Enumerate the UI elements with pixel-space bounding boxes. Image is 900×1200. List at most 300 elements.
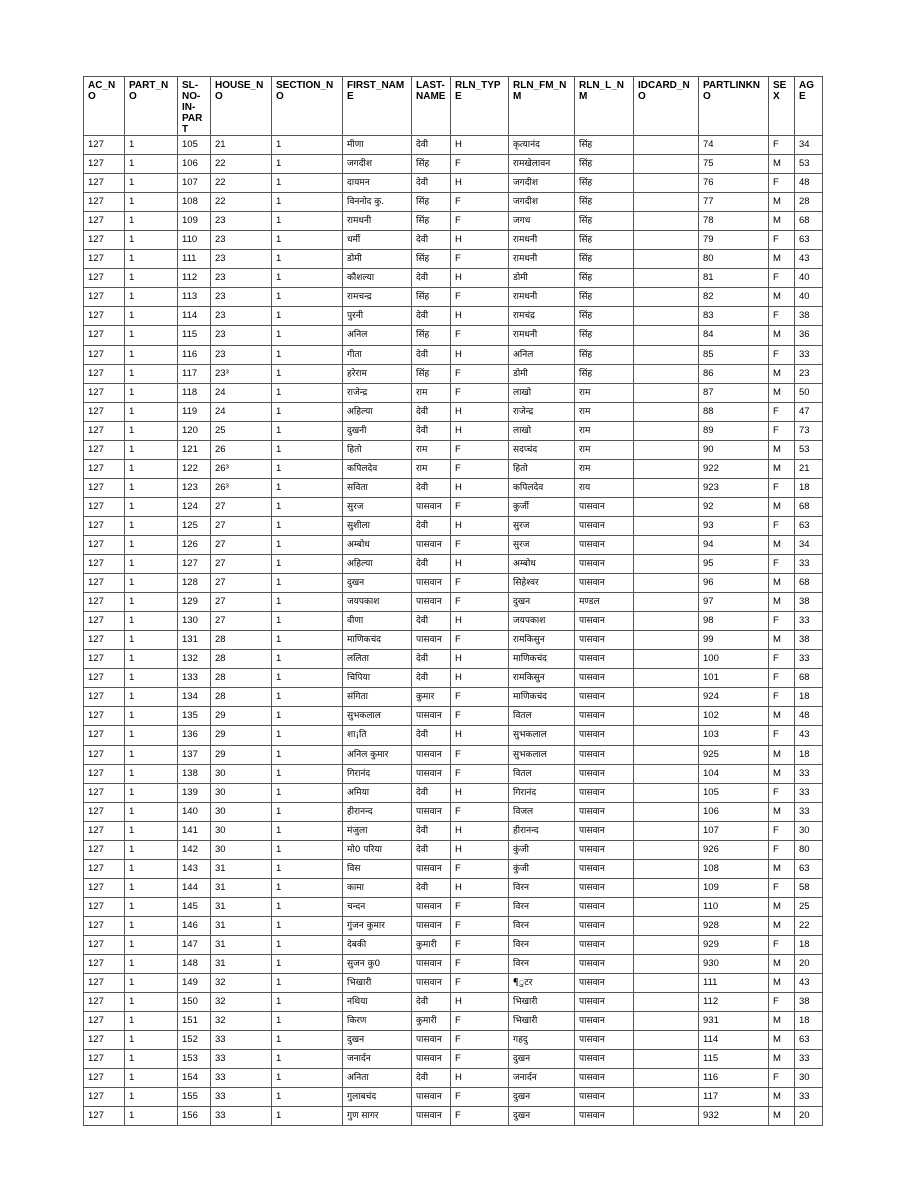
cell-ac-no: 127 [84, 212, 125, 231]
cell-part-no: 1 [125, 288, 178, 307]
cell-age: 68 [795, 669, 823, 688]
cell-rln-l-nm: सिंह [575, 155, 634, 174]
cell-rln-fm-nm: भिखारी [509, 993, 575, 1012]
cell-rln-type: F [451, 802, 509, 821]
table-row [84, 1088, 823, 1107]
cell-ac-no: 127 [84, 1050, 125, 1069]
cell-last-name: पासवान [412, 497, 451, 516]
cell-part-no: 1 [125, 935, 178, 954]
cell-last-name: देवी [412, 821, 451, 840]
cell-part-no: 1 [125, 745, 178, 764]
cell-partlinkno: 110 [699, 897, 769, 916]
cell-age: 33 [795, 1050, 823, 1069]
cell-idcard-no [634, 707, 699, 726]
cell-sl-no-in-part: 113 [178, 288, 211, 307]
cell-idcard-no [634, 669, 699, 688]
cell-sex: M [769, 593, 795, 612]
cell-house-no: 27 [211, 535, 272, 554]
cell-age: 33 [795, 650, 823, 669]
cell-first-name: हीरानन्द [343, 802, 412, 821]
cell-partlinkno: 930 [699, 955, 769, 974]
cell-sl-no-in-part: 135 [178, 707, 211, 726]
cell-part-no: 1 [125, 1069, 178, 1088]
cell-rln-l-nm: सिंह [575, 307, 634, 326]
cell-ac-no: 127 [84, 326, 125, 345]
cell-rln-type: F [451, 955, 509, 974]
cell-last-name: देवी [412, 1069, 451, 1088]
table-row [84, 231, 823, 250]
cell-sl-no-in-part: 111 [178, 250, 211, 269]
cell-section-no: 1 [272, 745, 343, 764]
cell-age: 40 [795, 269, 823, 288]
cell-sex: F [769, 935, 795, 954]
cell-house-no: 29 [211, 726, 272, 745]
cell-idcard-no [634, 136, 699, 155]
cell-idcard-no [634, 535, 699, 554]
cell-part-no: 1 [125, 555, 178, 574]
cell-rln-type: H [451, 269, 509, 288]
cell-last-name: पासवान [412, 1107, 451, 1126]
cell-house-no: 29 [211, 707, 272, 726]
table-row [84, 916, 823, 935]
cell-first-name: रामचन्द्र [343, 288, 412, 307]
cell-age: 28 [795, 193, 823, 212]
cell-first-name: सुशीला [343, 516, 412, 535]
cell-rln-type: H [451, 136, 509, 155]
cell-first-name: सुरज [343, 497, 412, 516]
cell-sex: M [769, 459, 795, 478]
cell-part-no: 1 [125, 497, 178, 516]
cell-sex: M [769, 1088, 795, 1107]
cell-age: 33 [795, 345, 823, 364]
cell-house-no: 22 [211, 193, 272, 212]
cell-partlinkno: 925 [699, 745, 769, 764]
cell-section-no: 1 [272, 136, 343, 155]
cell-idcard-no [634, 993, 699, 1012]
cell-ac-no: 127 [84, 345, 125, 364]
cell-partlinkno: 87 [699, 383, 769, 402]
cell-partlinkno: 88 [699, 402, 769, 421]
cell-first-name: संगिता [343, 688, 412, 707]
cell-sl-no-in-part: 140 [178, 802, 211, 821]
cell-section-no: 1 [272, 1031, 343, 1050]
cell-last-name: देवी [412, 669, 451, 688]
cell-rln-type: H [451, 478, 509, 497]
cell-idcard-no [634, 783, 699, 802]
cell-rln-fm-nm: भिखारी [509, 1012, 575, 1031]
cell-part-no: 1 [125, 726, 178, 745]
cell-house-no: 28 [211, 631, 272, 650]
cell-section-no: 1 [272, 955, 343, 974]
cell-ac-no: 127 [84, 497, 125, 516]
cell-sl-no-in-part: 136 [178, 726, 211, 745]
cell-sex: M [769, 897, 795, 916]
cell-rln-type: F [451, 193, 509, 212]
cell-ac-no: 127 [84, 574, 125, 593]
cell-idcard-no [634, 231, 699, 250]
cell-age: 33 [795, 783, 823, 802]
cell-rln-fm-nm: कुंजी [509, 840, 575, 859]
cell-age: 21 [795, 459, 823, 478]
cell-section-no: 1 [272, 478, 343, 497]
cell-age: 63 [795, 231, 823, 250]
cell-part-no: 1 [125, 516, 178, 535]
cell-ac-no: 127 [84, 993, 125, 1012]
cell-rln-type: F [451, 574, 509, 593]
cell-last-name: पासवान [412, 574, 451, 593]
cell-house-no: 23 [211, 288, 272, 307]
cell-sl-no-in-part: 134 [178, 688, 211, 707]
cell-part-no: 1 [125, 802, 178, 821]
cell-sl-no-in-part: 127 [178, 555, 211, 574]
cell-ac-no: 127 [84, 1012, 125, 1031]
cell-age: 20 [795, 1107, 823, 1126]
cell-house-no: 23 [211, 326, 272, 345]
cell-sex: M [769, 1050, 795, 1069]
cell-sex: F [769, 174, 795, 193]
cell-rln-fm-nm: जयपकाश [509, 612, 575, 631]
cell-part-no: 1 [125, 955, 178, 974]
cell-first-name: रामधनी [343, 212, 412, 231]
table-row [84, 174, 823, 193]
cell-sex: M [769, 631, 795, 650]
cell-partlinkno: 93 [699, 516, 769, 535]
cell-rln-fm-nm: रामधनी [509, 326, 575, 345]
cell-sl-no-in-part: 115 [178, 326, 211, 345]
cell-sl-no-in-part: 155 [178, 1088, 211, 1107]
cell-first-name: गिरानंद [343, 764, 412, 783]
table-row [84, 859, 823, 878]
cell-age: 18 [795, 1012, 823, 1031]
cell-first-name: भिखारी [343, 974, 412, 993]
cell-sl-no-in-part: 152 [178, 1031, 211, 1050]
cell-idcard-no [634, 612, 699, 631]
cell-age: 68 [795, 574, 823, 593]
cell-sex: M [769, 383, 795, 402]
cell-rln-fm-nm: जगदीश [509, 174, 575, 193]
cell-ac-no: 127 [84, 1031, 125, 1050]
column-header-sex: SEX [769, 77, 795, 136]
cell-idcard-no [634, 1088, 699, 1107]
cell-partlinkno: 111 [699, 974, 769, 993]
cell-ac-no: 127 [84, 974, 125, 993]
cell-first-name: अम्बोध [343, 535, 412, 554]
cell-ac-no: 127 [84, 859, 125, 878]
cell-house-no: 32 [211, 974, 272, 993]
cell-rln-fm-nm: विरन [509, 916, 575, 935]
cell-sl-no-in-part: 117 [178, 364, 211, 383]
cell-part-no: 1 [125, 631, 178, 650]
cell-first-name: हरेराम [343, 364, 412, 383]
cell-first-name: किरण [343, 1012, 412, 1031]
cell-partlinkno: 928 [699, 916, 769, 935]
cell-ac-no: 127 [84, 631, 125, 650]
cell-first-name: डोमी [343, 250, 412, 269]
cell-rln-l-nm: पासवान [575, 897, 634, 916]
table-row [84, 1107, 823, 1126]
cell-sl-no-in-part: 110 [178, 231, 211, 250]
cell-first-name: दुखन [343, 574, 412, 593]
cell-part-no: 1 [125, 878, 178, 897]
cell-first-name: दुखनी [343, 421, 412, 440]
table-row [84, 307, 823, 326]
table-row [84, 612, 823, 631]
cell-rln-l-nm: पासवान [575, 1050, 634, 1069]
table-row [84, 250, 823, 269]
cell-sl-no-in-part: 151 [178, 1012, 211, 1031]
cell-rln-type: F [451, 859, 509, 878]
cell-house-no: 30 [211, 783, 272, 802]
table-row [84, 974, 823, 993]
cell-first-name: अनिल कुमार [343, 745, 412, 764]
cell-rln-type: H [451, 783, 509, 802]
cell-sl-no-in-part: 106 [178, 155, 211, 174]
cell-rln-l-nm: सिंह [575, 269, 634, 288]
cell-rln-l-nm: सिंह [575, 345, 634, 364]
cell-rln-l-nm: सिंह [575, 364, 634, 383]
cell-partlinkno: 92 [699, 497, 769, 516]
cell-last-name: देवी [412, 612, 451, 631]
cell-rln-fm-nm: ¶ुटर [509, 974, 575, 993]
cell-house-no: 23 [211, 250, 272, 269]
cell-part-no: 1 [125, 193, 178, 212]
cell-age: 18 [795, 745, 823, 764]
cell-rln-type: F [451, 916, 509, 935]
cell-age: 63 [795, 1031, 823, 1050]
cell-first-name: दायमन [343, 174, 412, 193]
cell-sl-no-in-part: 112 [178, 269, 211, 288]
cell-first-name: कामा [343, 878, 412, 897]
cell-partlinkno: 90 [699, 440, 769, 459]
cell-section-no: 1 [272, 402, 343, 421]
cell-part-no: 1 [125, 612, 178, 631]
cell-sex: F [769, 1069, 795, 1088]
cell-rln-l-nm: पासवान [575, 1031, 634, 1050]
cell-house-no: 27 [211, 593, 272, 612]
cell-rln-l-nm: पासवान [575, 802, 634, 821]
cell-house-no: 32 [211, 993, 272, 1012]
cell-age: 38 [795, 307, 823, 326]
cell-partlinkno: 109 [699, 878, 769, 897]
cell-ac-no: 127 [84, 650, 125, 669]
cell-rln-l-nm: पासवान [575, 1107, 634, 1126]
table-row [84, 935, 823, 954]
cell-sex: M [769, 535, 795, 554]
cell-rln-type: F [451, 631, 509, 650]
cell-age: 23 [795, 364, 823, 383]
cell-age: 63 [795, 859, 823, 878]
cell-rln-l-nm: सिंह [575, 326, 634, 345]
cell-house-no: 31 [211, 897, 272, 916]
cell-ac-no: 127 [84, 745, 125, 764]
cell-rln-type: F [451, 497, 509, 516]
cell-sex: F [769, 878, 795, 897]
cell-last-name: देवी [412, 478, 451, 497]
cell-house-no: 23 [211, 231, 272, 250]
cell-section-no: 1 [272, 1088, 343, 1107]
cell-age: 34 [795, 136, 823, 155]
cell-first-name: माणिकचंद [343, 631, 412, 650]
cell-last-name: पासवान [412, 764, 451, 783]
cell-first-name: विस [343, 859, 412, 878]
cell-last-name: देवी [412, 136, 451, 155]
cell-sl-no-in-part: 108 [178, 193, 211, 212]
cell-rln-type: F [451, 764, 509, 783]
cell-first-name: अहिल्या [343, 402, 412, 421]
cell-idcard-no [634, 897, 699, 916]
cell-part-no: 1 [125, 307, 178, 326]
cell-house-no: 23 [211, 345, 272, 364]
cell-section-no: 1 [272, 516, 343, 535]
cell-first-name: मो0 परिया [343, 840, 412, 859]
cell-idcard-no [634, 593, 699, 612]
cell-idcard-no [634, 307, 699, 326]
cell-house-no: 27 [211, 516, 272, 535]
cell-ac-no: 127 [84, 935, 125, 954]
cell-part-no: 1 [125, 459, 178, 478]
cell-house-no: 23 [211, 212, 272, 231]
cell-sex: M [769, 250, 795, 269]
table-row [84, 155, 823, 174]
cell-age: 30 [795, 821, 823, 840]
cell-rln-fm-nm: रामधनी [509, 231, 575, 250]
cell-age: 47 [795, 402, 823, 421]
cell-idcard-no [634, 421, 699, 440]
cell-section-no: 1 [272, 878, 343, 897]
cell-rln-type: F [451, 1107, 509, 1126]
cell-rln-l-nm: पासवान [575, 535, 634, 554]
cell-last-name: पासवान [412, 535, 451, 554]
cell-ac-no: 127 [84, 421, 125, 440]
cell-last-name: कुमारी [412, 1012, 451, 1031]
cell-age: 50 [795, 383, 823, 402]
cell-ac-no: 127 [84, 136, 125, 155]
cell-sl-no-in-part: 143 [178, 859, 211, 878]
cell-house-no: 21 [211, 136, 272, 155]
cell-age: 53 [795, 440, 823, 459]
cell-house-no: 22 [211, 174, 272, 193]
cell-ac-no: 127 [84, 821, 125, 840]
cell-rln-l-nm: सिंह [575, 288, 634, 307]
cell-sex: M [769, 1012, 795, 1031]
table-row [84, 764, 823, 783]
cell-first-name: गुण सागर [343, 1107, 412, 1126]
cell-rln-type: F [451, 440, 509, 459]
cell-rln-l-nm: पासवान [575, 726, 634, 745]
cell-rln-type: F [451, 1012, 509, 1031]
cell-section-no: 1 [272, 650, 343, 669]
cell-part-no: 1 [125, 440, 178, 459]
cell-partlinkno: 114 [699, 1031, 769, 1050]
cell-idcard-no [634, 269, 699, 288]
cell-part-no: 1 [125, 840, 178, 859]
column-header-house-no: HOUSE_NO [211, 77, 272, 136]
cell-rln-type: F [451, 1031, 509, 1050]
cell-part-no: 1 [125, 364, 178, 383]
cell-rln-l-nm: पासवान [575, 555, 634, 574]
cell-part-no: 1 [125, 345, 178, 364]
cell-idcard-no [634, 440, 699, 459]
cell-first-name: चन्दन [343, 897, 412, 916]
cell-last-name: सिंह [412, 212, 451, 231]
cell-rln-fm-nm: कृत्यानंद [509, 136, 575, 155]
cell-section-no: 1 [272, 935, 343, 954]
cell-sex: F [769, 136, 795, 155]
cell-rln-l-nm: पासवान [575, 707, 634, 726]
cell-section-no: 1 [272, 421, 343, 440]
cell-section-no: 1 [272, 1069, 343, 1088]
cell-sex: F [769, 650, 795, 669]
cell-house-no: 26³ [211, 459, 272, 478]
cell-sl-no-in-part: 142 [178, 840, 211, 859]
cell-ac-no: 127 [84, 1107, 125, 1126]
cell-ac-no: 127 [84, 1069, 125, 1088]
cell-sl-no-in-part: 145 [178, 897, 211, 916]
cell-rln-l-nm: पासवान [575, 1088, 634, 1107]
cell-sex: F [769, 840, 795, 859]
column-header-ac-no: AC_NO [84, 77, 125, 136]
cell-ac-no: 127 [84, 840, 125, 859]
cell-partlinkno: 74 [699, 136, 769, 155]
cell-last-name: देवी [412, 650, 451, 669]
cell-rln-fm-nm: अम्बोध [509, 555, 575, 574]
column-header-rln-l-nm: RLN_L_NM [575, 77, 634, 136]
cell-partlinkno: 80 [699, 250, 769, 269]
cell-rln-type: H [451, 516, 509, 535]
cell-section-no: 1 [272, 974, 343, 993]
cell-rln-type: H [451, 345, 509, 364]
cell-sl-no-in-part: 147 [178, 935, 211, 954]
cell-rln-l-nm: पासवान [575, 516, 634, 535]
cell-rln-l-nm: सिंह [575, 193, 634, 212]
cell-section-no: 1 [272, 631, 343, 650]
cell-rln-l-nm: सिंह [575, 250, 634, 269]
cell-last-name: देवी [412, 345, 451, 364]
cell-part-no: 1 [125, 383, 178, 402]
column-header-age: AGE [795, 77, 823, 136]
cell-house-no: 29 [211, 745, 272, 764]
cell-idcard-no [634, 974, 699, 993]
cell-partlinkno: 923 [699, 478, 769, 497]
cell-section-no: 1 [272, 345, 343, 364]
cell-ac-no: 127 [84, 307, 125, 326]
cell-sl-no-in-part: 123 [178, 478, 211, 497]
cell-idcard-no [634, 250, 699, 269]
cell-first-name: पुरनी [343, 307, 412, 326]
cell-rln-type: H [451, 993, 509, 1012]
cell-age: 33 [795, 802, 823, 821]
cell-house-no: 32 [211, 1012, 272, 1031]
column-header-rln-fm-nm: RLN_FM_NM [509, 77, 575, 136]
table-row [84, 497, 823, 516]
cell-rln-fm-nm: गहदु [509, 1031, 575, 1050]
cell-first-name: दुखन [343, 1031, 412, 1050]
cell-partlinkno: 84 [699, 326, 769, 345]
cell-first-name: वीणा [343, 612, 412, 631]
cell-ac-no: 127 [84, 231, 125, 250]
table-row [84, 1012, 823, 1031]
cell-rln-fm-nm: सदप्चंद [509, 440, 575, 459]
cell-idcard-no [634, 764, 699, 783]
cell-house-no: 27 [211, 612, 272, 631]
cell-ac-no: 127 [84, 535, 125, 554]
cell-section-no: 1 [272, 783, 343, 802]
cell-partlinkno: 85 [699, 345, 769, 364]
cell-section-no: 1 [272, 593, 343, 612]
table-row [84, 1050, 823, 1069]
cell-first-name: विननोद कु. [343, 193, 412, 212]
table-row [84, 288, 823, 307]
